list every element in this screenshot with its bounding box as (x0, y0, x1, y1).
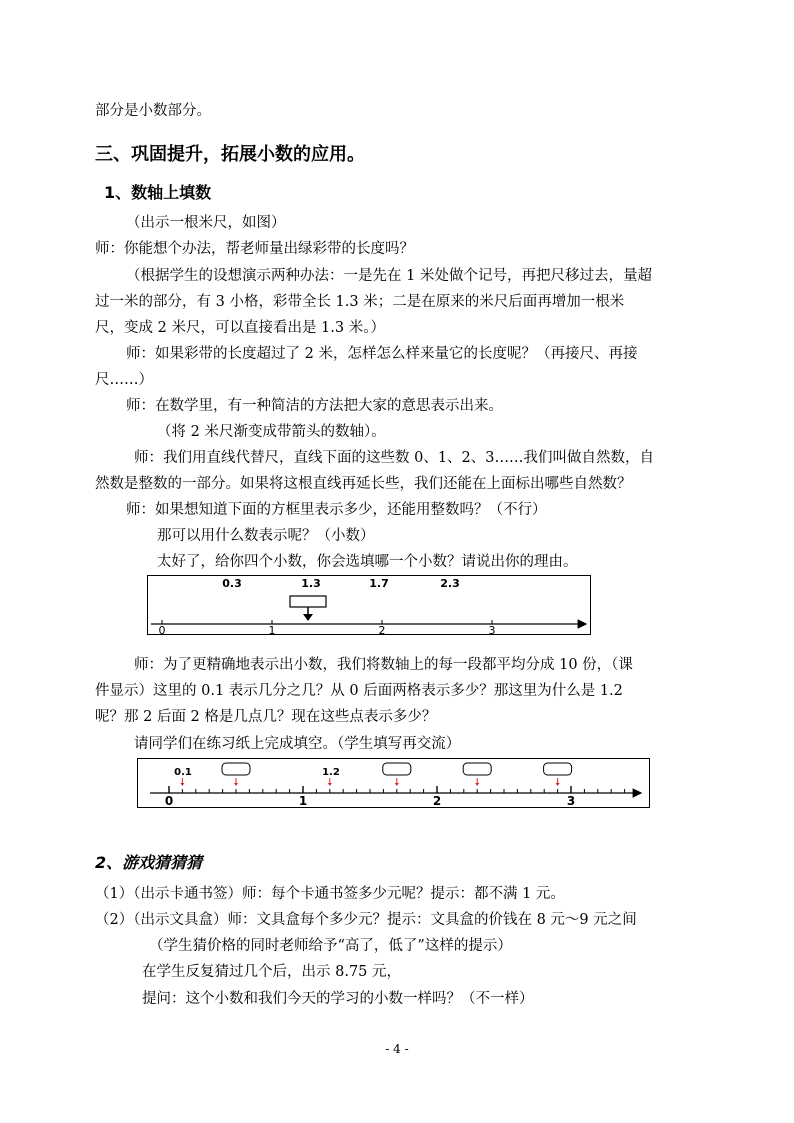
number-line-figure-1 (147, 575, 591, 635)
text-line: 师：为了更精确地表示出小数，我们将数轴上的每一段都平均分成 10 份，（课 (134, 657, 633, 673)
red-marker-head (556, 783, 560, 786)
text-line: 提问：这个小数和我们今天的学习的小数一样吗？（不一样） (142, 991, 534, 1007)
subsection-heading: 1、数轴上填数 (104, 183, 212, 202)
red-marker-head (475, 783, 479, 786)
choice-label: 1.7 (369, 577, 389, 590)
axis-label: 1 (268, 624, 276, 634)
subsection-heading: 2、游戏猜猜猜 (95, 853, 203, 872)
text-line: （将 2 米尺渐变成带箭头的数轴）。 (157, 424, 386, 440)
axis-label: 0 (164, 794, 174, 807)
text-line: （学生猜价格的同时老师给予“高了，低了”这样的提示） (149, 938, 512, 954)
answer-box (222, 763, 250, 775)
box-pointer-head (303, 614, 313, 621)
text-line: 然数是整数的一部分。如果将这根直线再延长些，我们还能在上面标出哪些自然数？ (95, 476, 632, 492)
axis-label: 1 (298, 794, 308, 807)
top-label: 1.2 (322, 767, 340, 778)
answer-box (383, 763, 411, 775)
text-line: 尺……） (95, 372, 153, 388)
red-marker-head (234, 783, 238, 786)
red-marker-head (328, 783, 332, 786)
text-line: 师：我们用直线代替尺，直线下面的这些数 0、1、2、3……我们叫做自然数，自 (134, 450, 655, 466)
text-line: 在学生反复猜过几个后，出示 8.75 元， (142, 964, 402, 980)
text-line: （出示一根米尺，如图） (126, 215, 286, 231)
text-line: 呢？那 2 后面 2 格是几点几？现在这些点表示多少？ (95, 709, 437, 725)
page-number: - 4 - (385, 1042, 409, 1056)
red-marker-head (395, 783, 399, 786)
text-line: 师：如果想知道下面的方框里表示多少，还能用整数吗？（不行） (126, 502, 547, 518)
text-line: 太好了，给你四个小数，你会选填哪一个小数？请说出你的理由。 (157, 554, 578, 570)
axis-label: 3 (566, 794, 576, 807)
choice-label: 1.3 (301, 577, 321, 590)
text-line: （1）（出示卡通书签）师：每个卡通书签多少元呢？提示：都不满 1 元。 (95, 886, 565, 902)
text-line: 师：在数学里，有一种简洁的方法把大家的意思表示出来。 (126, 398, 503, 414)
text-line: 请同学们在练习纸上完成填空。（学生填写再交流） (134, 736, 461, 752)
red-marker-head (180, 783, 184, 786)
text-line: 件显示）这里的 0.1 表示几分之几？从 0 后面两格表示多少？那这里为什么是 1.2 (95, 683, 623, 699)
text-line: 那可以用什么数表示呢？（小数） (157, 528, 375, 544)
choice-label: 0.3 (222, 577, 242, 590)
number-line-figure-2 (137, 758, 650, 808)
answer-box (544, 763, 572, 775)
axis-label: 3 (488, 624, 496, 634)
section-heading: 三、巩固提升，拓展小数的应用。 (95, 144, 365, 165)
text-line: 尺，变成 2 米尺，可以直接看出是 1.3 米。） (95, 320, 385, 336)
number-line-2-svg (138, 759, 649, 807)
text-line: 师：如果彩带的长度超过了 2 米，怎样怎么样来量它的长度呢？（再接尺、再接 (126, 346, 638, 362)
answer-box (463, 763, 491, 775)
text-line: 部分是小数部分。 (95, 103, 211, 119)
text-line: 师：你能想个办法，帮老师量出绿彩带的长度吗？ (95, 241, 414, 257)
answer-box (290, 596, 326, 607)
top-label: 0.1 (174, 767, 192, 778)
text-line: （2）（出示文具盒）师：文具盒每个多少元？提示：文具盒的价钱在 8 元～9 元之间 (95, 912, 637, 928)
text-line: （根据学生的设想演示两种办法：一是先在 1 米处做个记号，再把尺移过去，量超 (126, 268, 652, 284)
number-line-1-svg (148, 576, 590, 634)
choice-label: 2.3 (440, 577, 460, 590)
text-line: 过一米的部分，有 3 小格，彩带全长 1.3 米；二是在原来的米尺后面再增加一根米 (95, 294, 625, 310)
axis-label: 2 (432, 794, 442, 807)
axis-label: 2 (378, 624, 386, 634)
axis-label: 0 (158, 624, 166, 634)
